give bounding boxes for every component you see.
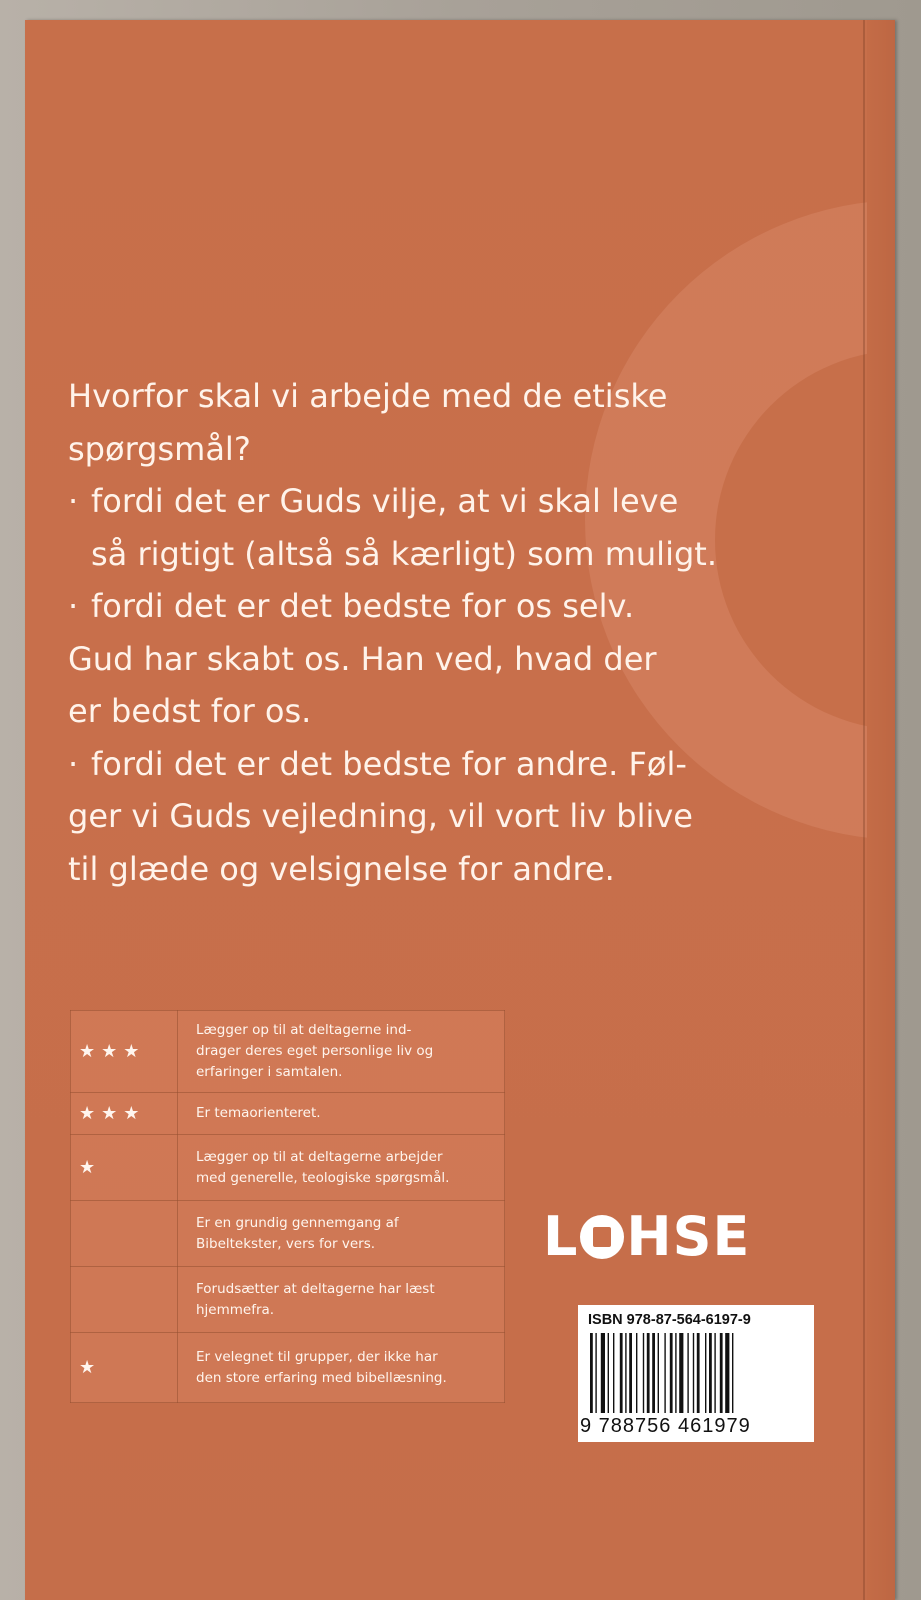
- isbn-label: ISBN 978-87-564-6197-9: [588, 1312, 751, 1328]
- spine-fold: [863, 20, 865, 1600]
- rating-desc-line: den store erfaring med bibellæsning.: [196, 1369, 447, 1386]
- barcode-bar: [629, 1333, 632, 1413]
- barcode-bar: [664, 1333, 665, 1413]
- blurb-line: Gud har skabt os. Han ved, hvad der: [68, 639, 657, 678]
- barcode-bar: [625, 1333, 626, 1413]
- blurb-line: er bedst for os.: [68, 692, 312, 730]
- rating-description: [178, 1093, 505, 1135]
- book-icon: [580, 1215, 624, 1259]
- rating-row: [71, 1135, 505, 1201]
- rating-desc-line: erfaringer i samtalen.: [196, 1064, 343, 1080]
- logo-text: L: [543, 1205, 579, 1268]
- rating-row: [71, 1333, 505, 1403]
- rating-desc-line: Lægger op til at deltagerne arbejder: [196, 1148, 443, 1165]
- barcode-bar: [709, 1333, 712, 1413]
- rating-desc-line: med generelle, teologiske spørgsmål.: [196, 1169, 450, 1186]
- barcode-bar: [595, 1333, 596, 1413]
- rating-desc-line: Er en grundig gennemgang af: [196, 1214, 399, 1231]
- blurb-line: Hvorfor skal vi arbejde med de etiske: [68, 377, 668, 415]
- blurb-text: [68, 370, 848, 895]
- blurb-bullet: [68, 738, 848, 791]
- rating-desc-line: Er temaorienteret.: [196, 1105, 321, 1121]
- barcode-bar: [652, 1333, 655, 1413]
- bullet-dot: ·: [68, 482, 79, 520]
- barcode-bar: [620, 1333, 623, 1413]
- rating-description: [178, 1267, 505, 1333]
- rating-description: [178, 1333, 505, 1403]
- barcode-bar: [643, 1333, 644, 1413]
- star-rating: ★★★: [71, 1093, 178, 1135]
- rating-row: [71, 1011, 505, 1093]
- blurb-line: fordi det er det bedste for os selv.: [91, 587, 635, 625]
- barcode-bar: [613, 1333, 614, 1413]
- barcode-bar: [636, 1333, 637, 1413]
- rating-desc-line: drager deres eget personlige liv og: [196, 1043, 434, 1059]
- barcode-bar: [687, 1333, 688, 1413]
- rating-desc-line: Er velegnet til grupper, der ikke har: [196, 1348, 438, 1365]
- rating-description: [178, 1201, 505, 1267]
- barcode-bar: [693, 1333, 694, 1413]
- star-rating: ★: [71, 1135, 178, 1201]
- rating-description: [178, 1011, 505, 1093]
- blurb-line: ger vi Guds vejledning, vil vort liv blive: [68, 797, 693, 835]
- rating-desc-line: hjemmefra.: [196, 1301, 275, 1318]
- rating-desc-line: Forudsætter at deltagerne har læst: [196, 1280, 435, 1297]
- blurb-bullet: [68, 475, 848, 580]
- barcode-bar: [725, 1333, 729, 1413]
- barcode-bar: [705, 1333, 706, 1413]
- blurb-bullet: [68, 580, 848, 633]
- rating-desc-line: Bibeltekster, vers for vers.: [196, 1235, 376, 1252]
- bullet-dot: ·: [68, 744, 79, 783]
- barcode-bar: [647, 1333, 650, 1413]
- rating-table: [70, 1010, 505, 1403]
- barcode-icon: [590, 1333, 804, 1413]
- spine-edge: [867, 20, 895, 1600]
- barcode-bar: [720, 1333, 723, 1413]
- barcode-bar: [601, 1333, 605, 1413]
- publisher-logo: [543, 1205, 750, 1268]
- barcode-bar: [590, 1333, 593, 1413]
- bullet-dot: ·: [68, 587, 79, 625]
- barcode-bar: [697, 1333, 700, 1413]
- rating-desc-line: Lægger op til at deltagerne ind-: [196, 1022, 412, 1038]
- barcode-bar: [714, 1333, 715, 1413]
- barcode-bar: [732, 1333, 733, 1413]
- star-rating: [71, 1267, 178, 1333]
- barcode-bar: [670, 1333, 673, 1413]
- rating-row: [71, 1093, 505, 1135]
- blurb-line: til glæde og velsignelse for andre.: [68, 849, 615, 888]
- rating-row: [71, 1267, 505, 1333]
- logo-text: HSE: [626, 1205, 751, 1268]
- barcode-bar: [675, 1333, 676, 1413]
- barcode-bar: [608, 1333, 609, 1413]
- rating-description: [178, 1135, 505, 1201]
- isbn-barcode-box: [578, 1305, 814, 1442]
- star-rating: ★: [71, 1333, 178, 1403]
- blurb-line: så rigtigt (altså så kærligt) som muligt.: [91, 534, 717, 573]
- barcode-digits: 9 788756 461979: [580, 1415, 751, 1437]
- barcode-bar: [679, 1333, 683, 1413]
- blurb-line: fordi det er Guds vilje, at vi skal leve: [91, 482, 679, 520]
- star-rating: [71, 1201, 178, 1267]
- blurb-line: spørgsmål?: [68, 429, 251, 468]
- blurb-line: fordi det er det bedste for andre. Føl-: [91, 744, 687, 783]
- barcode-bar: [658, 1333, 659, 1413]
- rating-row: [71, 1201, 505, 1267]
- star-rating: ★★★: [71, 1011, 178, 1093]
